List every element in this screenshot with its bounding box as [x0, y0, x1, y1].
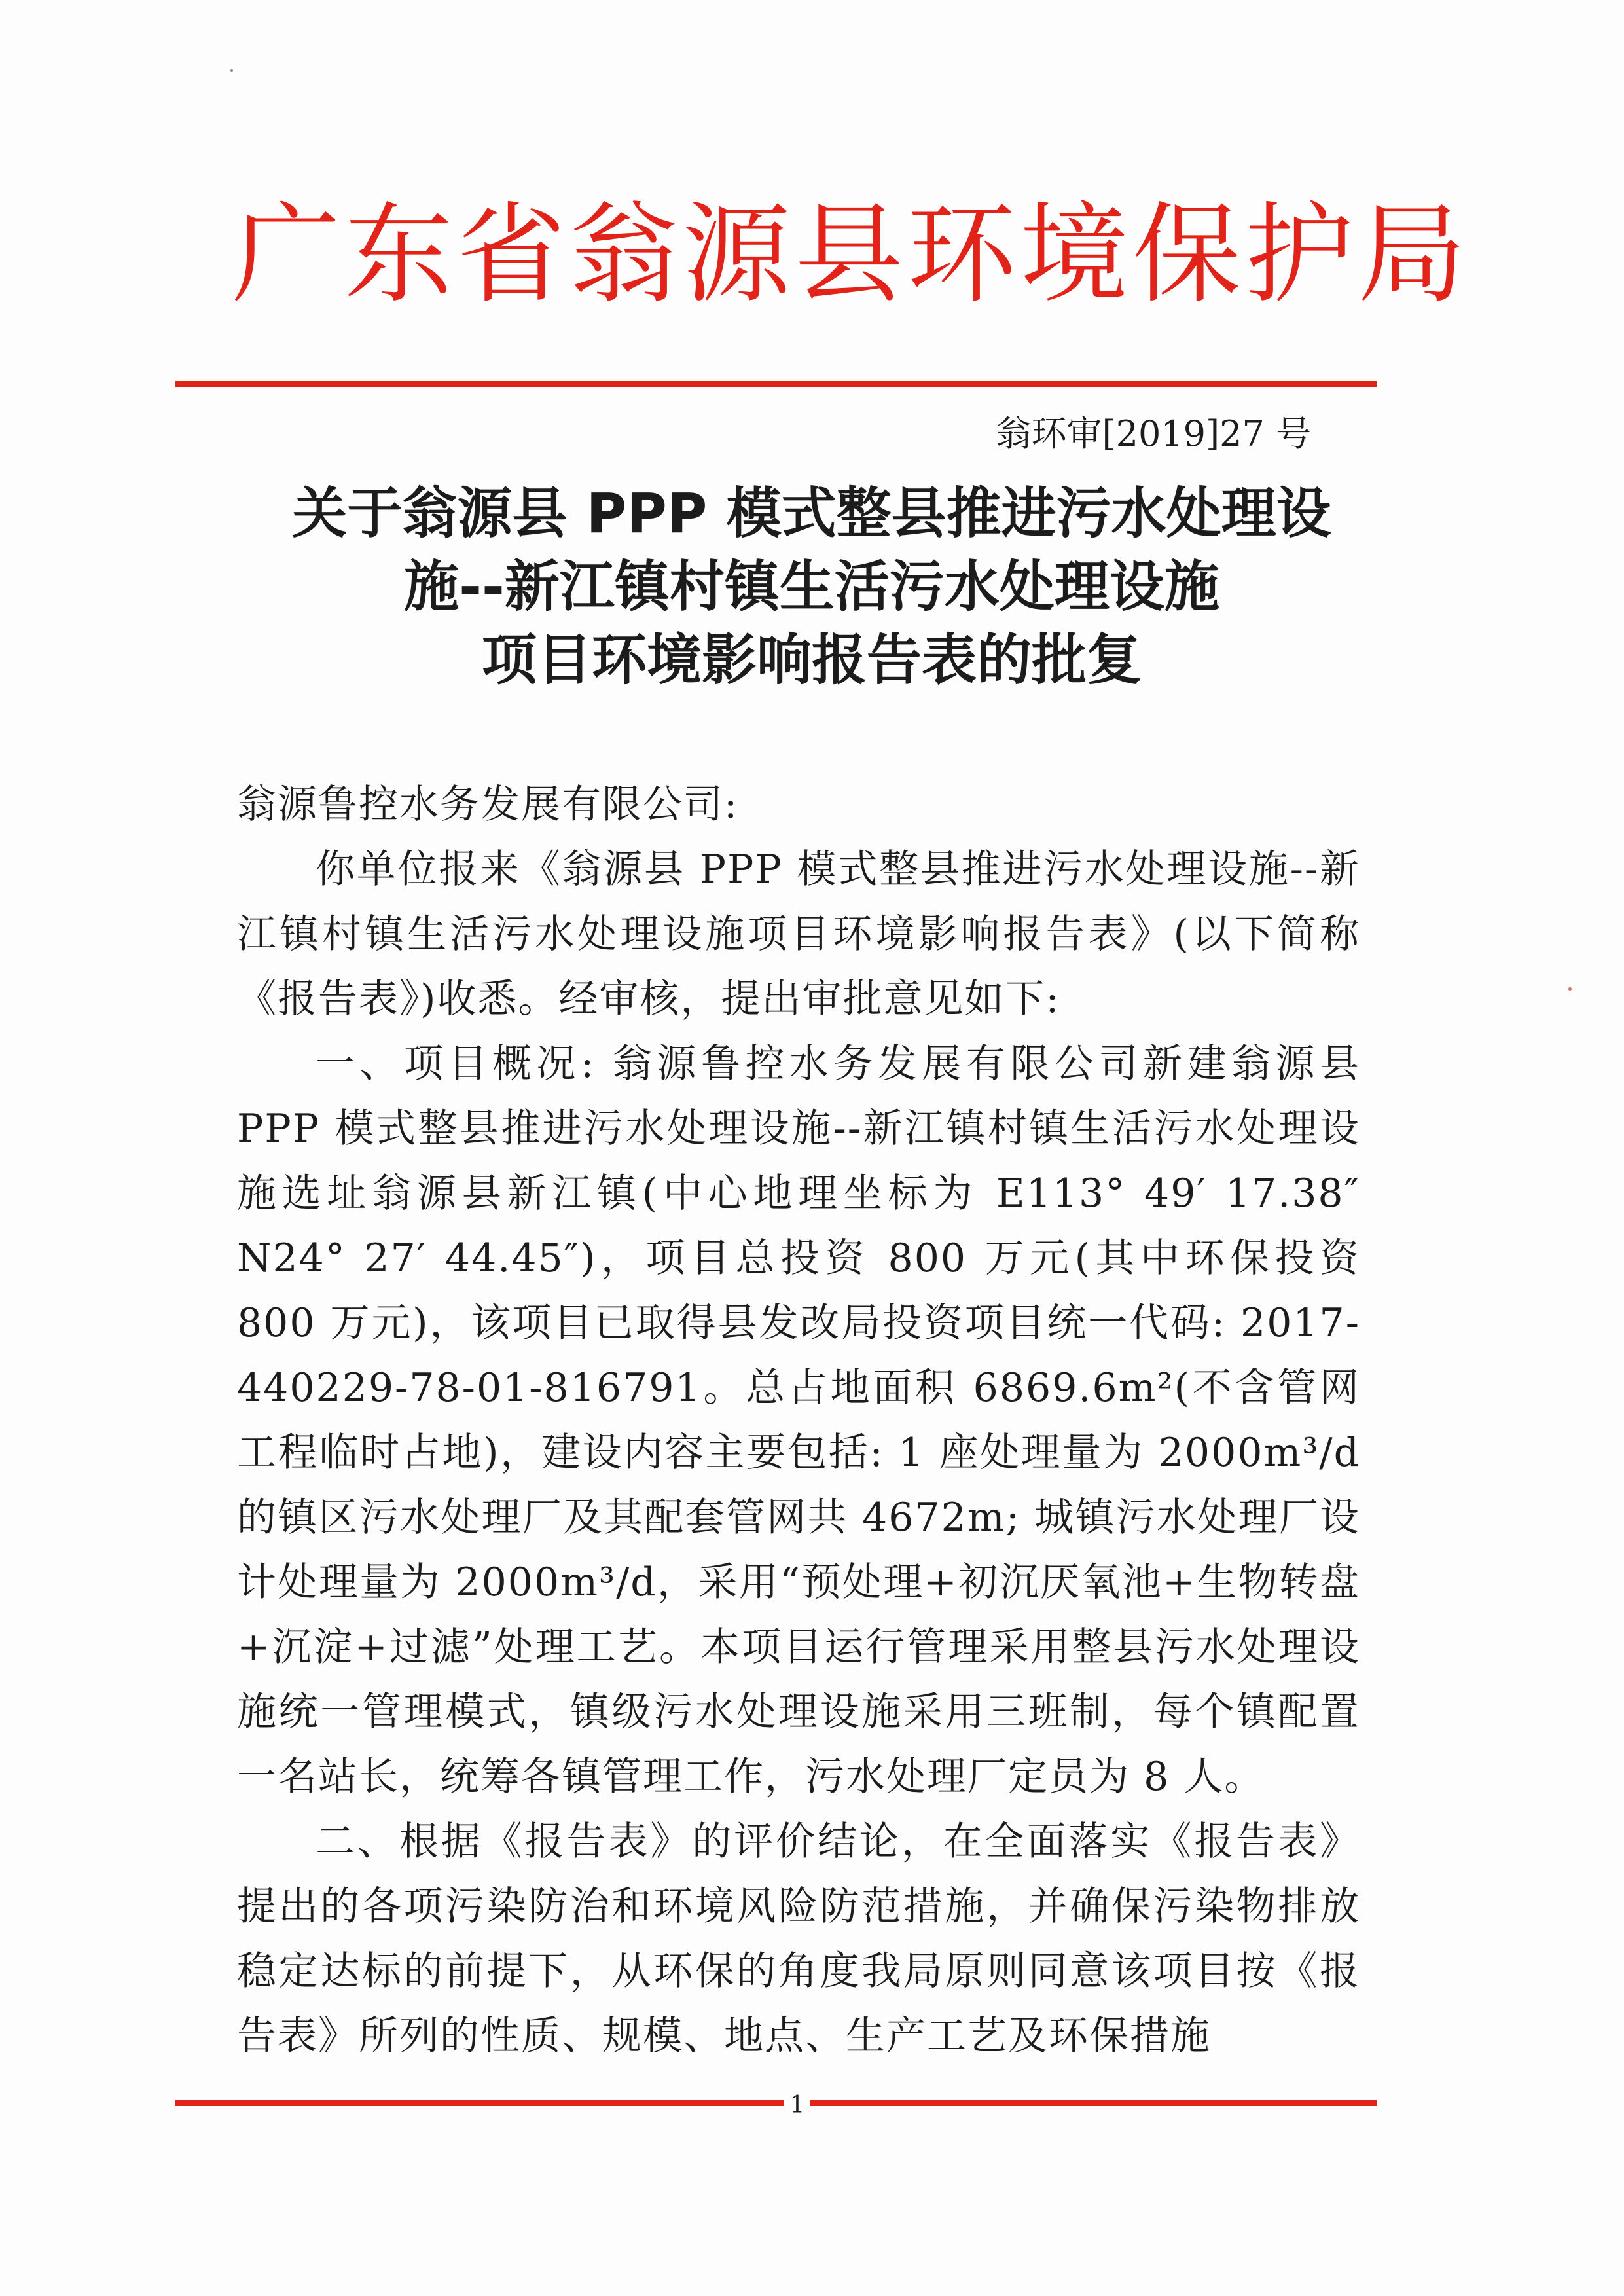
- footer-red-rule: [175, 2100, 1377, 2106]
- scan-speck: [230, 69, 233, 72]
- page-number: 1: [784, 2092, 810, 2119]
- paragraph-receipt: 你单位报来《翁源县 PPP 模式整县推进污水处理设施--新江镇村镇生活污水处理设施项目环境影响报告表》(以下简称《报告表》)收悉。经审核，提出审批意见如下:: [237, 847, 1360, 1022]
- document-number: 翁环审[2019]27 号: [996, 413, 1311, 454]
- letterhead-red-rule: [175, 381, 1377, 387]
- paragraph-approval: 二、根据《报告表》的评价结论，在全面落实《报告表》提出的各项污染防治和环境风险防范措施，并确保污染物排放稳定达标的前提下，从环保的角度我局原则同意该项目按《报告表》所列的性质、规模、地点、生产工艺及环保措施: [237, 1819, 1360, 2059]
- letterhead-title: 广东省翁源县环境保护局: [232, 192, 1470, 318]
- document-title: [196, 477, 1427, 697]
- title-line-2: 施--新江镇村镇生活污水处理设施: [404, 555, 1219, 619]
- salutation: 翁源鲁控水务发展有限公司:: [237, 782, 739, 828]
- scan-speck: [1568, 987, 1572, 991]
- paragraph-project-overview: 一、项目概况: 翁源鲁控水务发展有限公司新建翁源县 PPP 模式整县推进污水处理设施--新江镇村镇生活污水处理设施选址翁源县新江镇(中心地理坐标为 E113° 49′ 17.38″ N24° 27′ 44.45″)，项目总投资 800 万元(其中环保投资 800 万元)，该项目已取得县发改局投资项目统一代码: 2017-440229-78-01-816791。总占地面积 6869.6m²(不含管网工程临时占地)，建设内容主要包括: 1 座处理量为 2000m³/d 的镇区污水处理厂及其配套管网共 4672m; 城镇污水处理厂设计处理量为 2000m³/d，采用“预处理+初沉厌氧池+生物转盘+沉淀+过滤”处理工艺。本项目运行管理采用整县污水处理设施统一管理模式，镇级污水处理设施采用三班制，每个镇配置一名站长，统筹各镇管理工作，污水处理厂定员为 8 人。: [237, 1041, 1360, 1800]
- title-line-3: 项目环境影响报告表的批复: [481, 628, 1142, 692]
- title-line-1: 关于翁源县 PPP 模式整县推进污水处理设: [292, 481, 1331, 545]
- document-body: [237, 773, 1360, 2069]
